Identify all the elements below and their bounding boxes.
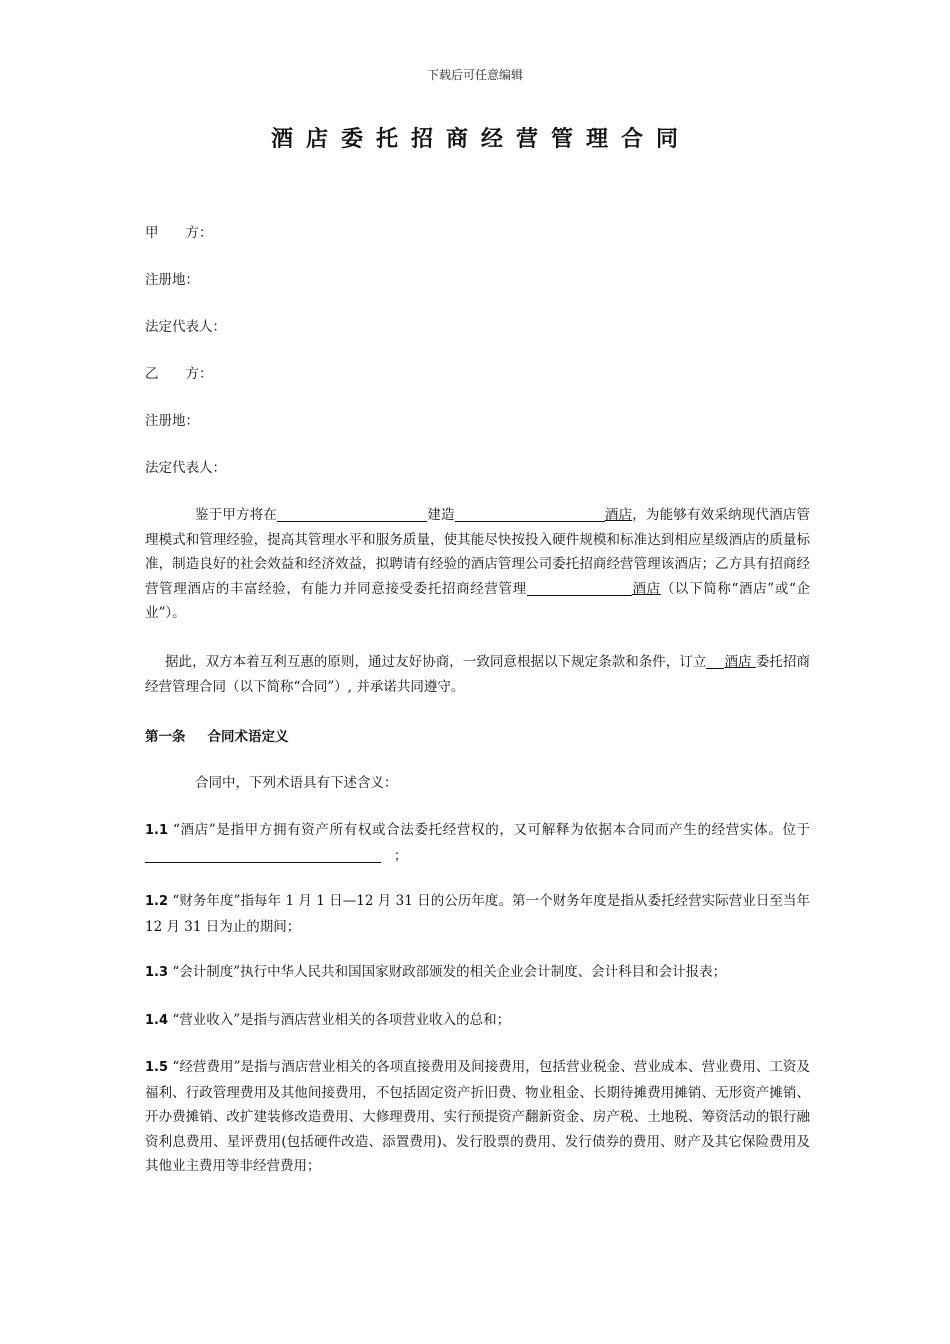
party-a-label: 甲 方： — [145, 225, 213, 241]
agreement-text-a: 据此，双方本着互利互惠的原则，通过友好协商，一致同意根据以下规定条款和条件，订立 — [165, 654, 707, 670]
recital-hotel-1: 酒店 — [604, 507, 633, 523]
recital-text-c: ，为能够有效采纳现代酒店管理模式和管理经验，提高其管理水平和服务质量，使其能尽快按投入硬件规模和标准达到相应星级酒店的质量标准，制造良好的社会效益和经济效益，拟聘请有经验的酒店管理公司委托招商经营管理该酒店；乙方具有招商经营管理酒店的丰富经验，有能力并同意接受委托招商经营管理 — [145, 507, 810, 597]
party-b-representative-label: 法定代表人： — [145, 460, 226, 476]
document-title: 酒店委托招商经营管理合同 — [270, 126, 691, 152]
article-1-number: 第一条 — [145, 729, 186, 745]
hotel-address-blank[interactable] — [145, 846, 381, 863]
party-b-registration-label: 注册地： — [145, 413, 199, 429]
recital-text-d: （以下简称“酒店”或“企业”）。 — [145, 580, 811, 621]
clause-text: “会计制度”执行中华人民共和国国家财政部颁发的相关企业会计制度、会计科目和会计报表； — [172, 964, 727, 980]
managed-hotel-blank[interactable] — [527, 579, 632, 596]
clause-1-1 — [145, 818, 810, 868]
recital-paragraph — [145, 503, 810, 626]
header-note: 下载后可任意编辑 — [426, 68, 523, 82]
clause-1-2 — [145, 889, 810, 939]
clause-text: “财务年度”指每年 1 月 1 日—12 月 31 日的公历年度。第一个财务年度是指从委托经营实际营业日至当年 12 月 31 日为止的期间； — [145, 893, 810, 935]
party-a-registration-label: 注册地： — [145, 272, 199, 288]
party-a-representative-label: 法定代表人： — [145, 319, 226, 335]
clause-text: “经营费用”是指与酒店营业相关的各项直接费用及间接费用，包括营业税金、营业成本、营业费用、工资及福利、行政管理费用及其他间接费用，不包括固定资产折旧费、物业租金、长期待摊费用摊销、无形资产摊销、开办费摊销、改扩建装修改造费用、大修理费用、实行预提资产翻新资金、房产税、土地税、筹资活动的银行融资利息费用、星评费用(包括硬件改造、添置费用)、发行股票的费用、发行债券的费用、财产及其它保险费用及其他业主费用等非经营费用； — [145, 1059, 810, 1174]
clause-number: 1.3 — [145, 965, 169, 980]
article-1-heading — [145, 725, 289, 745]
article-1-title: 合同术语定义 — [207, 729, 289, 745]
party-b-label: 乙 方： — [145, 366, 213, 382]
clause-text: “营业收入”是指与酒店营业相关的各项营业收入的总和； — [172, 1012, 511, 1028]
clause-text: “酒店”是指甲方拥有资产所有权或合法委托经营权的，又可解释为依据本合同而产生的经营实体。位于 — [172, 822, 810, 838]
agreement-hotel: 酒店 — [724, 654, 756, 670]
agreement-blank[interactable] — [706, 652, 724, 669]
clause-number: 1.2 — [145, 894, 169, 909]
clause-1-4 — [145, 1008, 810, 1034]
location-blank[interactable] — [277, 505, 427, 522]
agreement-paragraph — [145, 650, 810, 699]
clause-tail: ； — [393, 847, 408, 864]
recital-text-a: 鉴于甲方将在 — [195, 507, 278, 523]
hotel-name-blank[interactable] — [455, 505, 605, 522]
agreement-text-b: 委托招商经营管理合同（以下简称“合同”）, 并承诺共同遵守。 — [145, 654, 810, 695]
clause-1-3 — [145, 960, 810, 986]
clause-number: 1.5 — [145, 1060, 169, 1075]
recital-text-b: 建造 — [427, 507, 455, 523]
clause-number: 1.4 — [145, 1013, 169, 1028]
article-1-lead: 合同中，下列术语具有下述含义： — [195, 775, 398, 791]
clause-1-5 — [145, 1055, 810, 1179]
clause-number: 1.1 — [145, 823, 169, 838]
recital-hotel-2: 酒店 — [631, 580, 661, 597]
